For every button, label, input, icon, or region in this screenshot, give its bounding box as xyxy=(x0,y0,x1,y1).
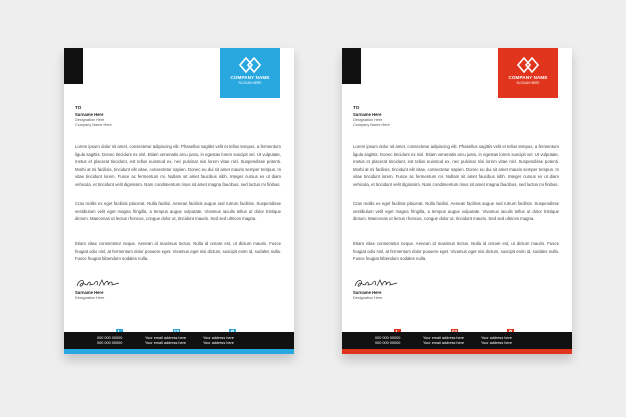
recipient-company: Company Name Here xyxy=(75,123,112,128)
company-slogan: SLOGAN HERE xyxy=(516,81,540,85)
brand-box xyxy=(498,48,558,98)
footer-bar xyxy=(64,332,294,354)
signature-name: Surname Here xyxy=(75,290,104,295)
footer-phone: 000 000 00000 000 000 00000 xyxy=(375,336,401,345)
company-slogan: SLOGAN HERE xyxy=(238,81,262,85)
body-paragraph-2: Cras mollis ex eget facilisis placerat. Nulla facilisi. Aenean facilisis augue sed rutrum facilisis. Suspendisse vestibulum velit eget magna fringilla, a tempus augue vulputate. Vivamus iaculis tellus ut dolor tristique dictum. Maecenas ut lectus rhoncus, congue dolor ut, tincidunt mauris. Sed sed ultrices magna. xyxy=(75,201,281,222)
corner-block xyxy=(342,48,361,84)
body-paragraph-1: Lorem ipsum dolor sit amet, consectetur adipiscing elit. Phasellus sagittis velit et tellus tempus, a fermentum ligula sagittis. Donec tincidunt ex nisl. Etiam venenatis arcu justo, in egestas lorem suscipit vel. Ut vulputate, metus et placerat tincidunt, est tellus euismod ex, nec pulvinar nisi lorem vitae nisl. Suspendisse potenti. Morbi at mi facilisis, tincidunt elit vitae, consectetur sapien. Donec eu dui sit amet mauris semper tempus. In vitae tincidunt lorem. Fusce ac fermentum mi. Nullam sit amet faucibus nibh. Integer cursus ex ut diam vehicula, et tincidunt velit dignissim. Nam condimentum risus sit amet magna faucibus, sed luctus mi finibus. xyxy=(75,144,281,187)
logo-icon xyxy=(517,57,539,73)
footer-address: Your address here Your address here xyxy=(203,336,234,345)
body-paragraph-1: Lorem ipsum dolor sit amet, consectetur adipiscing elit. Phasellus sagittis velit et tellus tempus, a fermentum ligula sagittis. Donec tincidunt ex nisl. Etiam venenatis arcu justo, in egestas lorem suscipit vel. Ut vulputate, metus et placerat tincidunt, est tellus euismod ex, nec pulvinar nisi lorem vitae nisl. Suspendisse potenti. Morbi at mi facilisis, tincidunt elit vitae, consectetur sapien. Donec eu dui sit amet mauris semper tempus. In vitae tincidunt lorem. Fusce ac fermentum mi. Nullam sit amet faucibus nibh. Integer cursus ex ut diam vehicula, et tincidunt velit dignissim. Nam condimentum risus sit amet magna faucibus, sed luctus mi finibus. xyxy=(353,144,559,187)
recipient-block xyxy=(353,105,473,127)
body-paragraph-3: Etiam vitae consectetur neque. Aenean id maximus lectus. Nulla id ornare est, ut dictum mauris. Fusce feugiat odio nisl, at fermentum dolor posuere eget. Vivamus eget nisi dictum, suscipit enim id, sodales nulla. Fusce feugiat bibendum sodales nulla. xyxy=(353,241,559,262)
signature-mark xyxy=(353,277,399,289)
footer-phone: 000 000 00000 000 000 00000 xyxy=(97,336,123,345)
recipient-name: Surname Here xyxy=(353,111,382,117)
recipient-name: Surname Here xyxy=(75,111,104,117)
footer-email: Your email address here Your email address here xyxy=(145,336,187,345)
company-name: COMPANY NAME xyxy=(230,75,270,80)
footer-address: Your address here Your address here xyxy=(481,336,512,345)
body-paragraph-2: Cras mollis ex eget facilisis placerat. Nulla facilisi. Aenean facilisis augue sed rutrum facilisis. Suspendisse vestibulum velit eget magna fringilla, a tempus augue vulputate. Vivamus iaculis tellus ut dolor tristique dictum. Maecenas ut lectus rhoncus, congue dolor ut, tincidunt mauris. Sed sed ultrices magna. xyxy=(353,201,559,222)
signature-name: Surname Here xyxy=(353,290,382,295)
footer-bar xyxy=(342,332,572,354)
recipient-designation: Designation Here xyxy=(353,117,383,122)
signature-title: Designation Here xyxy=(353,296,383,300)
to-label: TO xyxy=(75,105,82,110)
signature-mark xyxy=(75,277,121,289)
body-paragraph-3: Etiam vitae consectetur neque. Aenean id maximus lectus. Nulla id ornare est, ut dictum mauris. Fusce feugiat odio nisl, at fermentum dolor posuere eget. Vivamus eget nisi dictum, suscipit enim id, sodales nulla. Fusce feugiat bibendum sodales nulla. xyxy=(75,241,281,262)
logo-icon xyxy=(239,57,261,73)
letterhead-blue xyxy=(64,48,294,354)
brand-box xyxy=(220,48,280,98)
corner-block xyxy=(64,48,83,84)
footer-accent-strip xyxy=(64,349,294,354)
signature-title: Designation Here xyxy=(75,296,105,300)
company-name: COMPANY NAME xyxy=(508,75,548,80)
recipient-company: Company Name Here xyxy=(353,123,390,128)
recipient-block xyxy=(75,105,195,127)
signature-block xyxy=(353,277,433,300)
letterhead-red xyxy=(342,48,572,354)
footer-accent-strip xyxy=(342,349,572,354)
recipient-designation: Designation Here xyxy=(75,117,105,122)
to-label: TO xyxy=(353,105,360,110)
signature-block xyxy=(75,277,155,300)
footer-email: Your email address here Your email address here xyxy=(423,336,465,345)
